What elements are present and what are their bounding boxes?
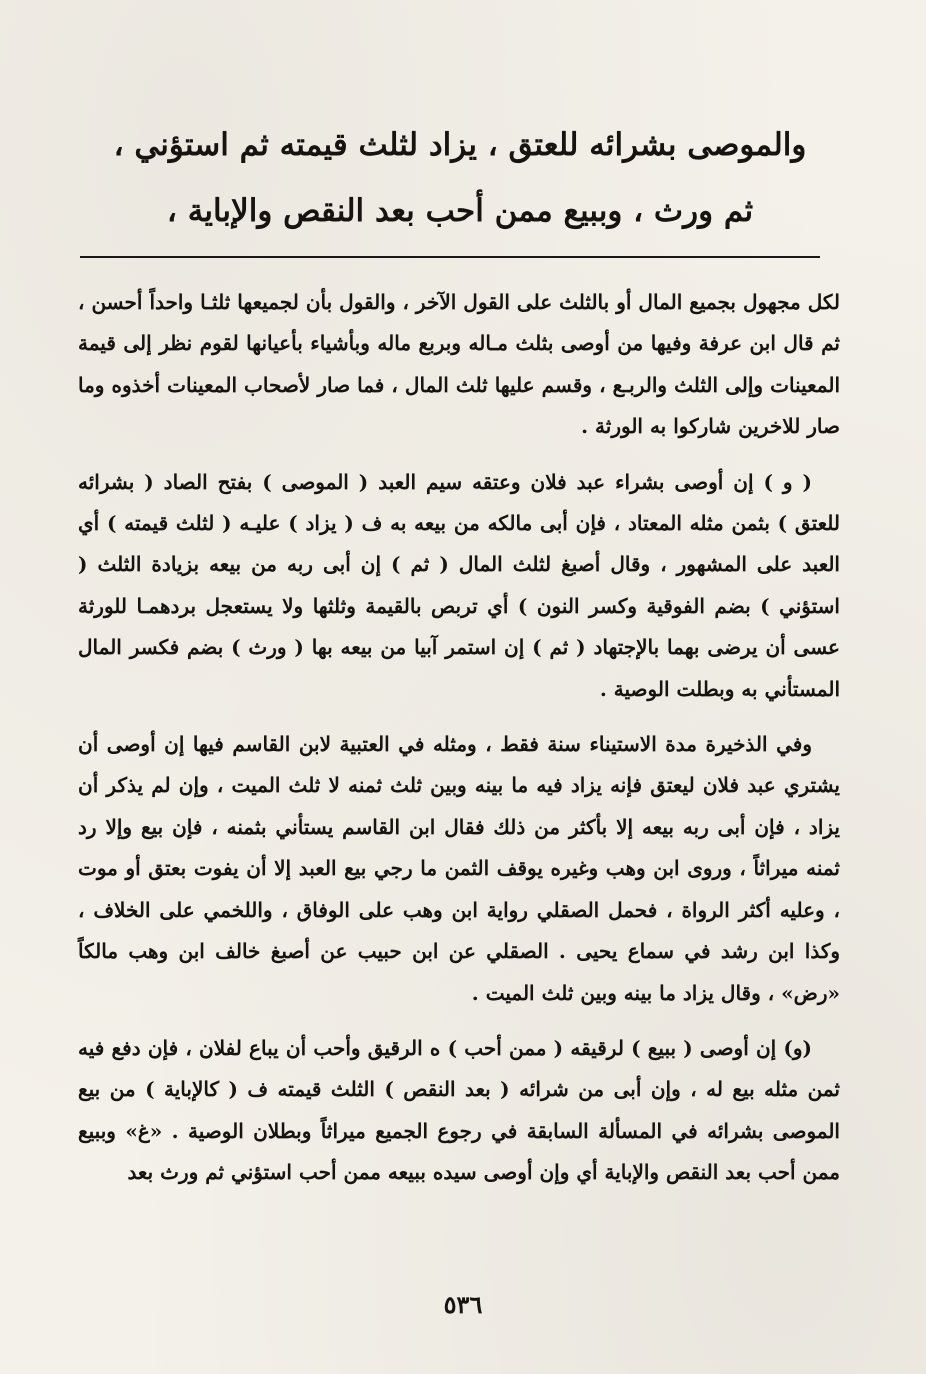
commentary-paragraph: ( و ) إن أوصى بشراء عبد فلان وعتقه سيم العبد ( الموصى ) بفتح الصاد ( بشرائه للعتق ) بثمن مثله المعتاد ، فإن أبى مالكه من بيعه به ف ( يزاد ) عليـه ( لثلث قيمته ) أي العبد على المشهور ، وقال أصبغ لثلث المال ( ثم ) إن أبى ربه من بيعه بزيادة الثلث ( استؤني ) بضم الفوقية وكسر النون ) أي تربص بالقيمة وثلثها ولا يستعجل بردهمـا للورثة عسى أن يرضى بهما بالإجتهاد ( ثم ) إن استمر آبيا من بيعه بها ( ورث ) بضم فكسر المال المستأني به وبطلت الوصية . [78,469,840,701]
commentary [78,282,840,1194]
matn-text: والموصى بشرائه للعتق ، يزاد لثلث قيمته ثم استؤني ، ثم ورث ، وببيع ممن أحب بعد النقص والإباية ، [113,127,807,229]
commentary-paragraph: (و) إن أوصى ( ببيع ) لرقيقه ( ممن أحب ) ه الرقيق وأحب أن يباع لفلان ، فإن دفع فيه ثمن مثله بيع له ، وإن أبى من شرائه ( بعد النقص ) الثلث قيمته ف ( كالإباية ) من بيع الموصى بشرائه في المسألة السابقة في رجوع الجميع ميراثاً وبطلان الوصية . «غ» وببيع ممن أحب بعد النقص والإباية أي وإن أوصى سيده ببيعه ممن أحب استؤني ثم ورث بعد [78,1035,840,1185]
commentary-paragraph: لكل مجهول بجميع المال أو بالثلث على القول الآخر ، والقول بأن لجميعها ثلثـا واحداً أحسن ، ثم قال ابن عرفة وفيها من أوصى بثلث مـاله وبربع ماله وبأشياء بأعيانها لقوم نظر إلى قيمة المعينات وإلى الثلث والربـع ، وقسم عليها ثلث المال ، فما صار لأصحاب المعينات أخذوه وما صار للاخرين شاركوا به الورثة . [78,290,840,439]
page-number: ٥٣٦ [443,1290,483,1319]
divider-line [80,256,820,258]
commentary-paragraph: وفي الذخيرة مدة الاستيناء سنة فقط ، ومثله في العتبية لابن القاسم فيها إن أوصى أن يشتري عبد فلان ليعتق فإنه يزاد فيه ما بينه وبين ثلث ثمنه لا ثلث الميت ، وإن لم يذكر أن يزاد ، فإن أبى ربه بيعه إلا بأكثر من ذلك فقال ابن القاسم يستأني بثمنه ، فإن بيع وإلا رد ثمنه ميراثاً ، وروى ابن وهب وغيره يوقف الثمن ما رجي بيع العبد إلا أن يفوت بعتق أو موت ، وعليه أكثر الرواة ، فحمل الصقلي رواية ابن وهب على الوفاق ، واللخمي على الخلاف ، وكذا ابن رشد في سماع يحيى . الصقلي عن ابن حبيب عن أصبغ خالف ابن وهب مالكاً «رض» ، وقال يزاد ما بينه وبين ثلث الميت . [78,732,840,1005]
